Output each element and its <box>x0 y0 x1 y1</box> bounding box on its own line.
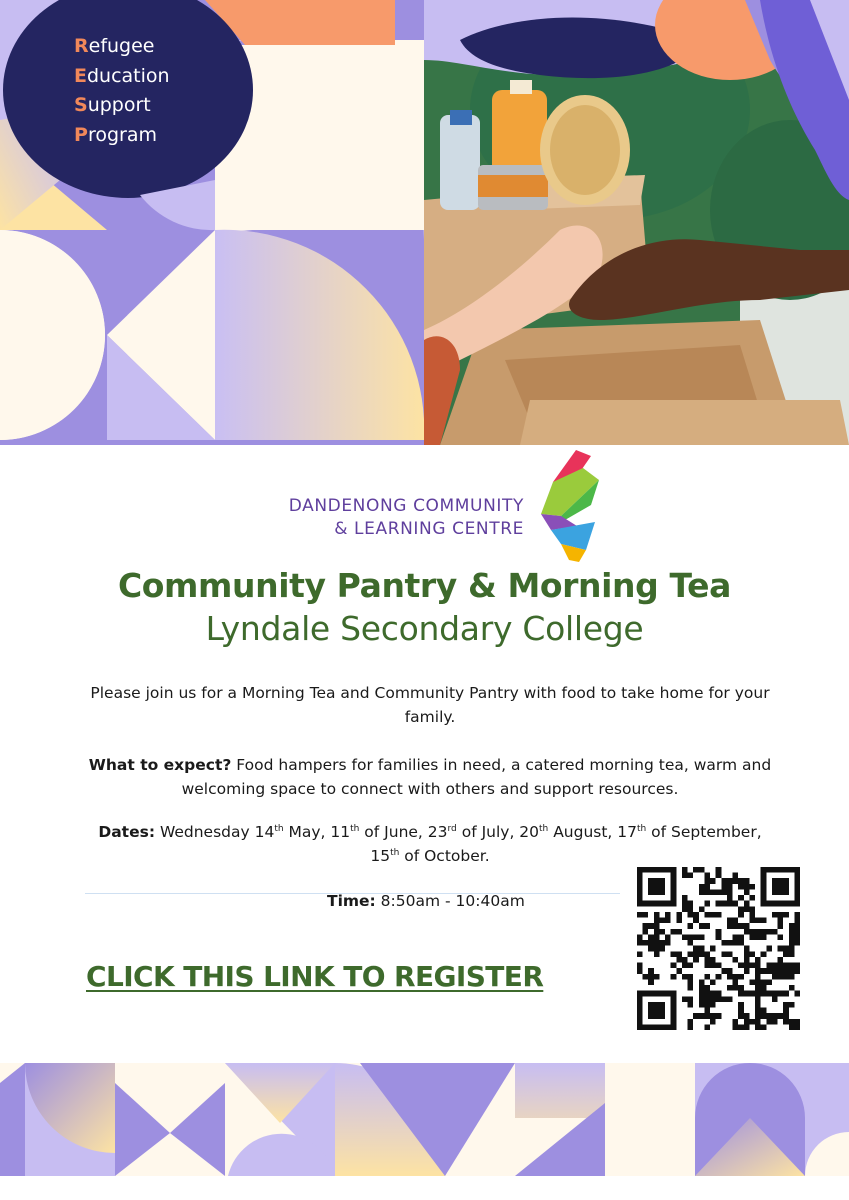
date-item: May, 11 <box>283 823 351 841</box>
register-link[interactable]: CLICK THIS LINK TO REGISTER <box>86 960 544 993</box>
event-venue: Lyndale Secondary College <box>205 609 644 648</box>
date-item: of October. <box>399 847 490 865</box>
time-line <box>327 892 525 910</box>
qr-code-icon[interactable] <box>637 867 800 1030</box>
header-banner <box>0 0 849 445</box>
dclc-logo <box>246 450 606 562</box>
logo-line-2: & LEARNING CENTRE <box>334 519 524 539</box>
logo-mark-icon <box>531 450 606 562</box>
date-item: August, 17 <box>548 823 638 841</box>
logo-line-1: DANDENONG COMMUNITY <box>288 496 524 516</box>
expect-label: What to expect? <box>88 756 232 774</box>
program-title-line: Refugee <box>74 35 155 57</box>
dates-label: Dates: <box>98 823 156 841</box>
footer-pattern <box>0 1063 849 1176</box>
logo-text <box>289 495 524 541</box>
event-title: Community Pantry & Morning Tea <box>117 566 732 605</box>
program-title-line: Program <box>74 123 157 146</box>
date-item: Wednesday 14 <box>155 823 275 841</box>
time-label: Time: <box>327 892 376 910</box>
qr-code-graphic <box>637 867 800 1030</box>
dates-paragraph: Dates: Wednesday 14th May, 11th of June, 23rd of July, 20th August, 17th of September, 15th of October. <box>98 823 762 865</box>
expect-paragraph <box>85 753 775 801</box>
time-text: 8:50am - 10:40am <box>375 892 525 910</box>
footer-shapes <box>0 1063 849 1176</box>
date-item: of June, 23 <box>359 823 448 841</box>
program-title-line: Education <box>74 64 170 87</box>
expect-text: Food hampers for families in need, a catered morning tea, warm and welcoming space to connect with others and support resources. <box>181 756 772 798</box>
program-title <box>74 32 170 150</box>
date-item: of September, 15 <box>370 823 762 865</box>
intro-paragraph: Please join us for a Morning Tea and Community Pantry with food to take home for your family. <box>90 684 770 726</box>
date-item: of July, 20 <box>456 823 540 841</box>
program-title-line: Support <box>74 94 151 116</box>
qr-modules <box>637 867 800 1030</box>
